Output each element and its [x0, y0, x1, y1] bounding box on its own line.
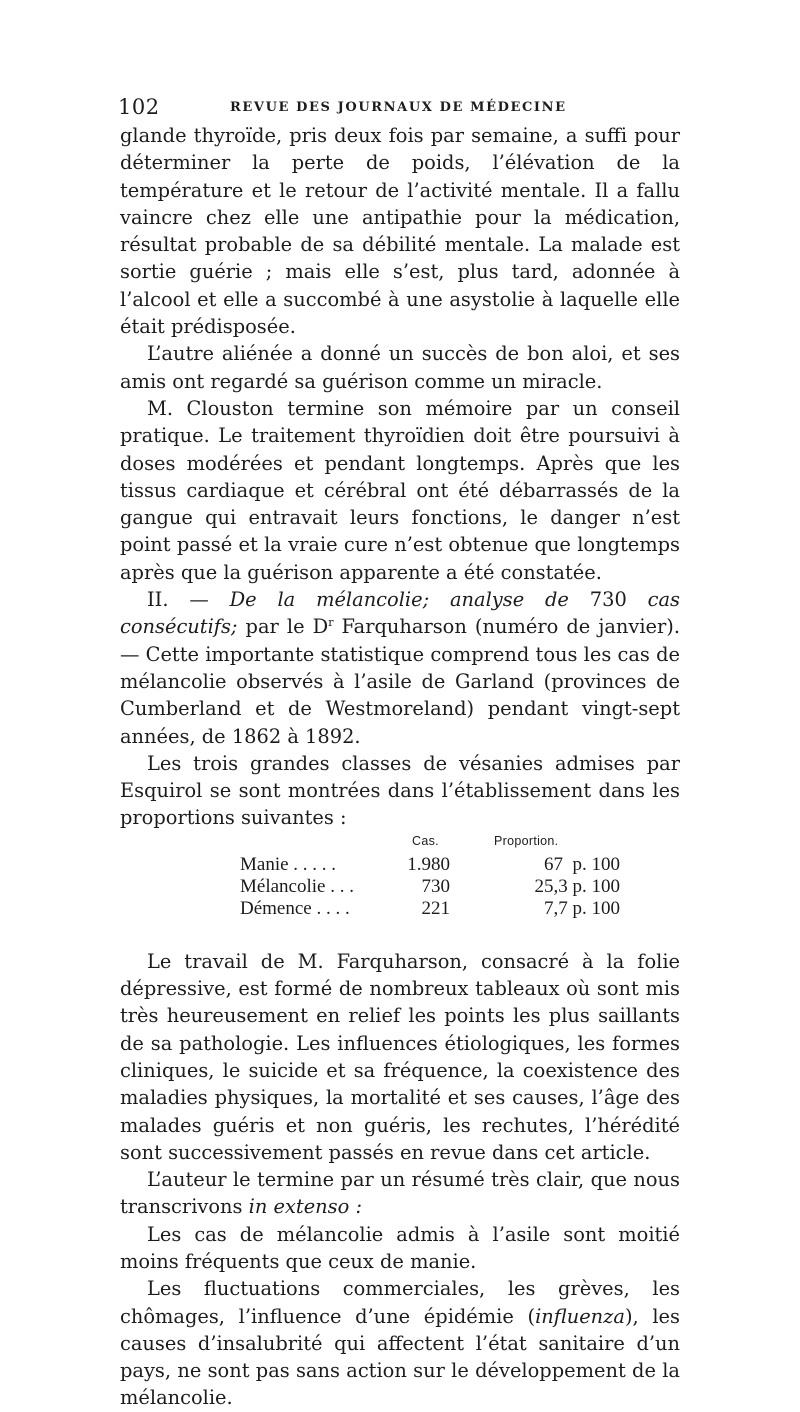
summary-intro-text: L’auteur le termine par un résumé très clair, que nous transcrivons: [120, 1168, 680, 1219]
column-header-proportion: Proportion.: [494, 833, 559, 848]
section-lead: II. —: [147, 588, 209, 612]
row-cases: 1.980: [407, 853, 450, 875]
paragraph-second-patient: L’autre aliénée a donné un succès de bon aloi, et ses amis ont regardé sa guérison comme un miracle.: [120, 342, 680, 393]
paragraph-continuation: glande thyroïde, pris deux fois par semaine, a suffi pour déterminer la perte de poids, l’élévation de la température et le retour de l’activité mentale. Il a fallu vaincre chez elle une antipathie pour la médication, résultat probable de sa débilité mentale. La malade est sortie guérie ; mais elle s’est, plus tard, adonnée à l’alcool et elle a succombé à une asystolie à laquelle elle était prédisposée.: [120, 124, 680, 339]
section-author-prefix: par le D: [245, 615, 329, 639]
statistics-table: [240, 834, 620, 926]
row-proportion: 67 p. 100: [544, 853, 620, 875]
paragraph-summary-point-1: Les cas de mélancolie admis à l’asile sont moitié moins fréquents que ceux de manie.: [120, 1222, 680, 1273]
paragraph-summary-intro: [120, 1166, 680, 1221]
summary-point-2-text: Les fluctuations commerciales, les grèves, les chômages, l’influence d’une épidémie (: [120, 1277, 680, 1328]
section-title-part2: cas consécutifs;: [120, 588, 681, 639]
row-cases: 221: [421, 897, 450, 919]
row-label: Mélancolie . . .: [240, 875, 354, 897]
row-cases: 730: [421, 875, 450, 897]
page-number: 102: [118, 95, 160, 119]
row-proportion: 25,3 p. 100: [534, 875, 620, 897]
table-row: [240, 876, 620, 898]
summary-point-2-italic: influenza: [535, 1304, 625, 1328]
summary-intro-italic: in extenso :: [248, 1195, 362, 1219]
section-author-sup: r: [328, 616, 334, 630]
section-body: Farquharson (numéro de janvier). — Cette importante statistique comprend tous les cas de mélancolie observés à l’asile de Garland (provinces de Cumberland et de Westmoreland) pendant vingt-sept années, de 1862 à 1892.: [120, 615, 681, 748]
running-title: REVUE DES JOURNAUX DE MÉDECINE: [230, 100, 567, 115]
section-title-number: 730: [589, 588, 627, 612]
table-row: [240, 854, 620, 876]
paragraph-farquharson-work: Le travail de M. Farquharson, consacré à la folie dépressive, est formé de nombreux tableaux où sont mis très heureusement en relief les points les plus saillants de sa pathologie. Les influences étiologiques, les formes cliniques, le suicide et sa fréquence, la coexistence des maladies physiques, la mortalité et ses causes, l’âge des malades guéris et non guéris, les rechutes, l’hérédité sont successivement passés en revue dans cet article.: [120, 949, 680, 1164]
table-row: [240, 898, 620, 920]
row-label: Manie . . . . .: [240, 853, 337, 875]
paragraph-section-ii: [120, 586, 680, 750]
section-title-part1: De la mélancolie; analyse de: [229, 588, 569, 612]
paragraph-esquirol: Les trois grandes classes de vésanies admises par Esquirol se sont montrées dans l’établissement dans les proportions suivantes :: [120, 751, 680, 830]
summary-point-2-rest: ), les causes d’insalubrité qui affectent l’état sanitaire d’un pays, ne sont pas sans action sur le développement de la mélancolie.: [120, 1304, 680, 1410]
row-proportion: 7,7 p. 100: [544, 897, 620, 919]
page-header: [118, 95, 678, 121]
paragraph-summary-point-2: [120, 1275, 680, 1411]
column-header-cases: Cas.: [412, 833, 439, 848]
paragraph-clouston-advice: M. Clouston termine son mémoire par un conseil pratique. Le traitement thyroïdien doit être poursuivi à doses modérées et pendant longtemps. Après que les tissus cardiaque et cérébral ont été débarrassés de la gangue qui entravait leurs fonctions, le danger n’est point passé et la vraie cure n’est obtenue que longtemps après que la guérison apparente a été constatée.: [120, 396, 680, 584]
article-body: [120, 122, 680, 1412]
row-label: Démence . . . .: [240, 897, 350, 919]
